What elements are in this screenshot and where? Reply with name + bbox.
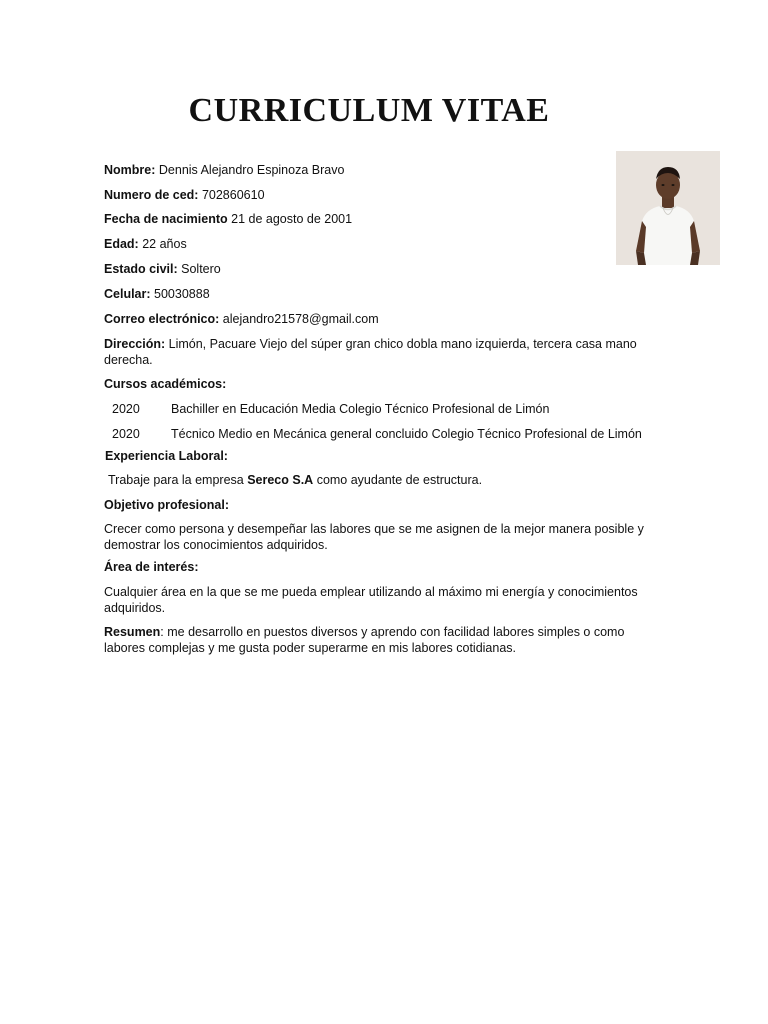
- resumen-text: : me desarrollo en puestos diversos y aprendo con facilidad labores simples o como labores complejas y me gusta poder superarme en mis labores cotidianas.: [104, 625, 625, 655]
- course-year: 2020: [112, 402, 140, 416]
- area-heading: Área de interés:: [104, 560, 199, 574]
- edad-value: 22 años: [142, 237, 187, 251]
- estado-label: Estado civil:: [104, 262, 178, 276]
- experiencia-after: como ayudante de estructura.: [313, 473, 483, 487]
- celular-label: Celular:: [104, 287, 151, 301]
- experiencia-heading: Experiencia Laboral:: [105, 449, 228, 463]
- resumen-paragraph: [104, 624, 664, 656]
- correo-label: Correo electrónico:: [104, 312, 220, 326]
- field-nacimiento: [104, 211, 352, 227]
- nombre-value: Dennis Alejandro Espinoza Bravo: [158, 163, 345, 177]
- field-direccion: [104, 336, 664, 368]
- nacimiento-value: 21 de agosto de 2001: [231, 212, 353, 226]
- edad-label: Edad:: [104, 237, 139, 251]
- resumen-label: Resumen: [104, 625, 161, 639]
- field-correo: [104, 311, 379, 327]
- area-text: Cualquier área en la que se me pueda emplear utilizando al máximo mi energía y conocimientos adquiridos.: [104, 585, 638, 615]
- experiencia-company: Sereco S.A: [247, 473, 314, 487]
- cursos-heading: Cursos académicos:: [104, 377, 227, 391]
- direccion-label: Dirección:: [104, 337, 166, 351]
- field-edad: [104, 236, 187, 252]
- experiencia-text: [108, 472, 482, 488]
- estado-value: Soltero: [181, 262, 221, 276]
- profile-photo: [616, 151, 720, 265]
- field-estado-civil: [104, 261, 221, 277]
- page-title: CURRICULUM VITAE: [188, 92, 550, 129]
- objetivo-text: Crecer como persona y desempeñar las labores que se me asignen de la mejor manera posible y demostrar los conocimientos adquiridos.: [104, 522, 644, 552]
- experiencia-before: Trabaje para la empresa: [108, 473, 248, 487]
- celular-value: 50030888: [154, 287, 210, 301]
- cedula-value: 702860610: [201, 188, 265, 202]
- field-cedula: [104, 187, 265, 203]
- correo-value: alejandro21578@gmail.com: [222, 312, 379, 326]
- cedula-label: Numero de ced:: [104, 188, 199, 202]
- course-text: Técnico Medio en Mecánica general concluido Colegio Técnico Profesional de Limón: [171, 427, 642, 441]
- nombre-label: Nombre:: [104, 163, 156, 177]
- field-celular: [104, 286, 210, 302]
- course-text: Bachiller en Educación Media Colegio Técnico Profesional de Limón: [171, 402, 550, 416]
- person-photo-illustration: [616, 151, 720, 265]
- objetivo-heading: Objetivo profesional:: [104, 498, 230, 512]
- nacimiento-label: Fecha de nacimiento: [104, 212, 228, 226]
- direccion-value: Limón, Pacuare Viejo del súper gran chico dobla mano izquierda, tercera casa mano derecha.: [104, 337, 637, 367]
- field-nombre: [104, 162, 344, 178]
- course-year: 2020: [112, 427, 140, 441]
